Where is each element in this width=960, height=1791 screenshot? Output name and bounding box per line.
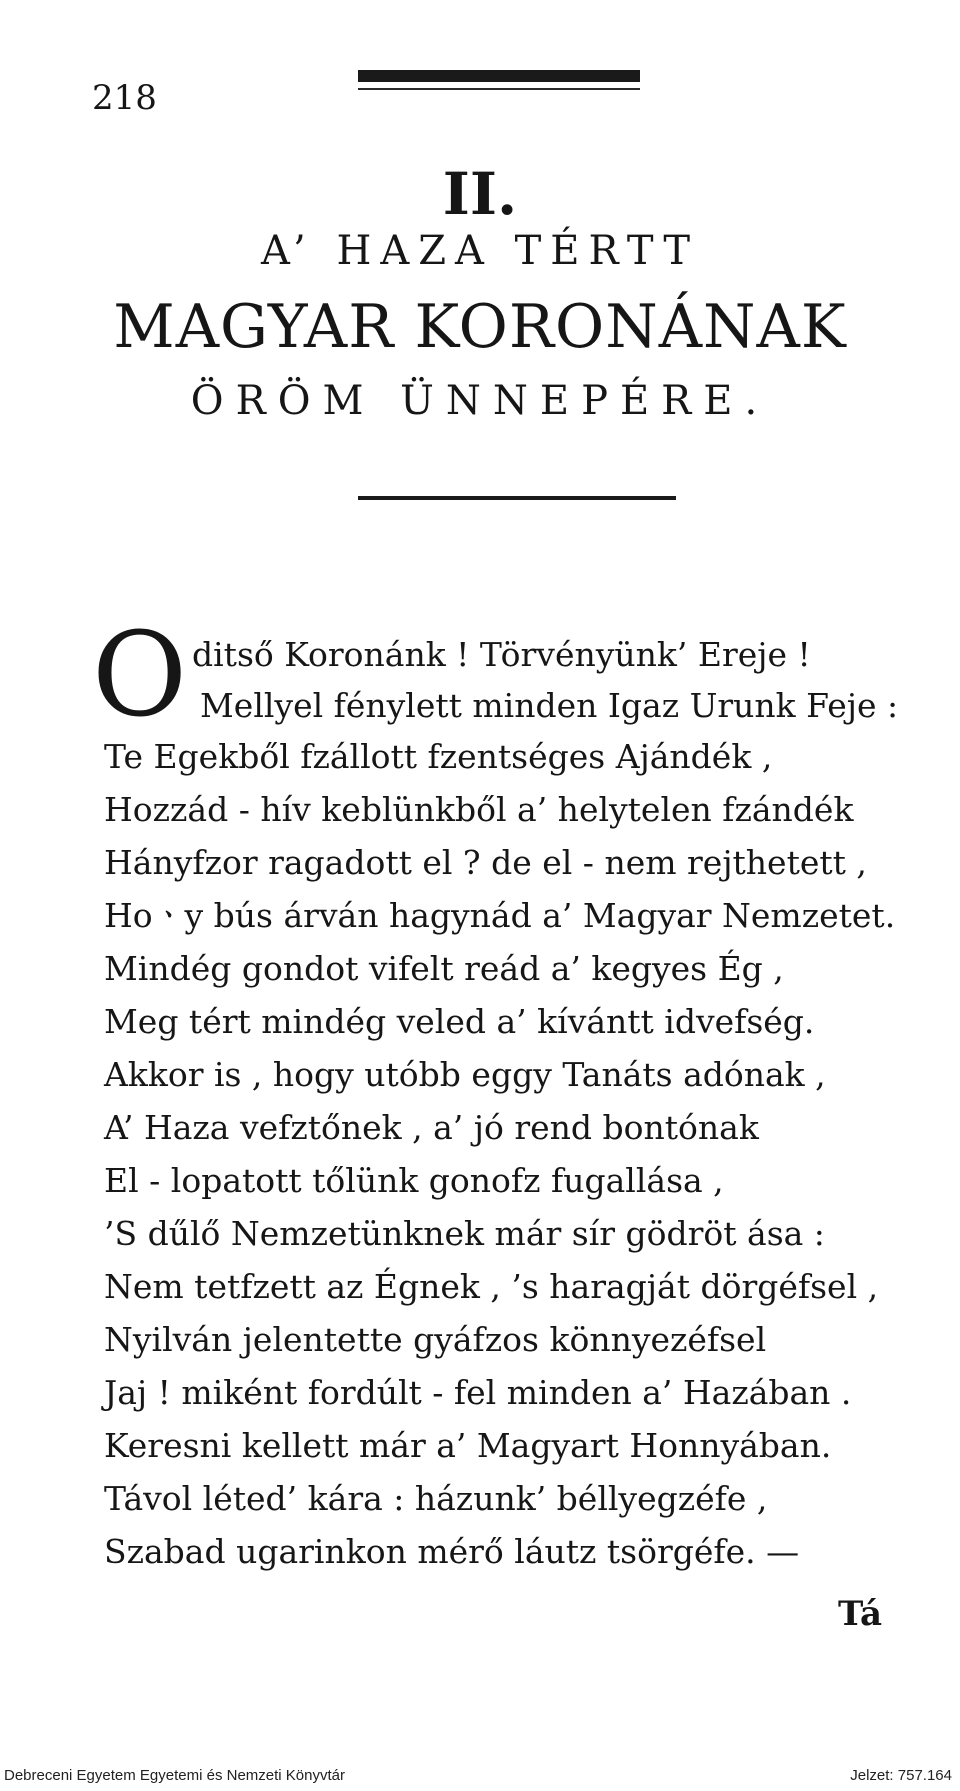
- poem-line: Mellyel fénylett minden Igaz Urunk Feje :: [200, 686, 899, 725]
- divider-rule: [358, 496, 676, 500]
- catchword: Tá: [838, 1594, 883, 1634]
- poem-line: Nyilván jelentette gyáfzos könnyezéfsel: [104, 1320, 767, 1359]
- page-number: 218: [92, 78, 157, 118]
- poem-line: Hányfzor ragadott el ? de el - nem rejthetett ,: [104, 843, 867, 882]
- poem-line: Akkor is , hogy utóbb eggy Tanáts adónak ,: [104, 1055, 826, 1094]
- title-line-2: MAGYAR KORONÁNAK: [113, 292, 847, 362]
- top-ornamental-rule: [358, 70, 640, 82]
- poem-line: Hoㆍy bús árván hagynád a’ Magyar Nemzetet.: [104, 896, 896, 935]
- poem-line: El - lopatott tőlünk gonofz fugallása ,: [104, 1161, 724, 1200]
- title-line-1: A’ HAZA TÉRTT: [261, 228, 699, 274]
- poem-line: Hozzád - hív keblünkből a’ helytelen fzándék: [104, 790, 854, 829]
- poem-line: Nem tetfzett az Égnek , ’s haragját dörgéfsel ,: [104, 1267, 879, 1306]
- poem-line: Keresni kellett már a’ Magyart Honnyában.: [104, 1426, 832, 1465]
- poem-line: ’S dűlő Nemzetünknek már sír gödröt ása :: [104, 1214, 825, 1253]
- section-numeral: II.: [442, 160, 518, 228]
- poem-line: Mindég gondot vifelt reád a’ kegyes Ég ,: [104, 949, 784, 988]
- drop-cap: O: [92, 608, 188, 743]
- title-line-3: ÖRÖM ÜNNEPÉRE.: [190, 378, 770, 424]
- poem-line: Meg tért mindég veled a’ kívántt idvefség.: [104, 1002, 815, 1041]
- poem-line: Szabad ugarinkon mérő láutz tsörgéfe. —: [104, 1532, 800, 1571]
- footer-shelfmark: Jelzet: 757.164: [850, 1767, 952, 1784]
- poem-line: Távol léted’ kára : házunk’ béllyegzéfe ,: [104, 1479, 768, 1518]
- poem-line: A’ Haza vefztőnek , a’ jó rend bontónak: [104, 1108, 759, 1147]
- footer-library: Debreceni Egyetem Egyetemi és Nemzeti Könyvtár: [4, 1767, 345, 1784]
- top-ornamental-rule-thin: [358, 88, 640, 90]
- poem-line: Jaj ! miként fordúlt - fel minden a’ Hazában .: [104, 1373, 852, 1412]
- poem-line: Te Egekből fzállott fzentséges Ajándék ,: [104, 737, 773, 776]
- poem-line: ditső Koronánk ! Törvényünk’ Ereje !: [192, 635, 811, 674]
